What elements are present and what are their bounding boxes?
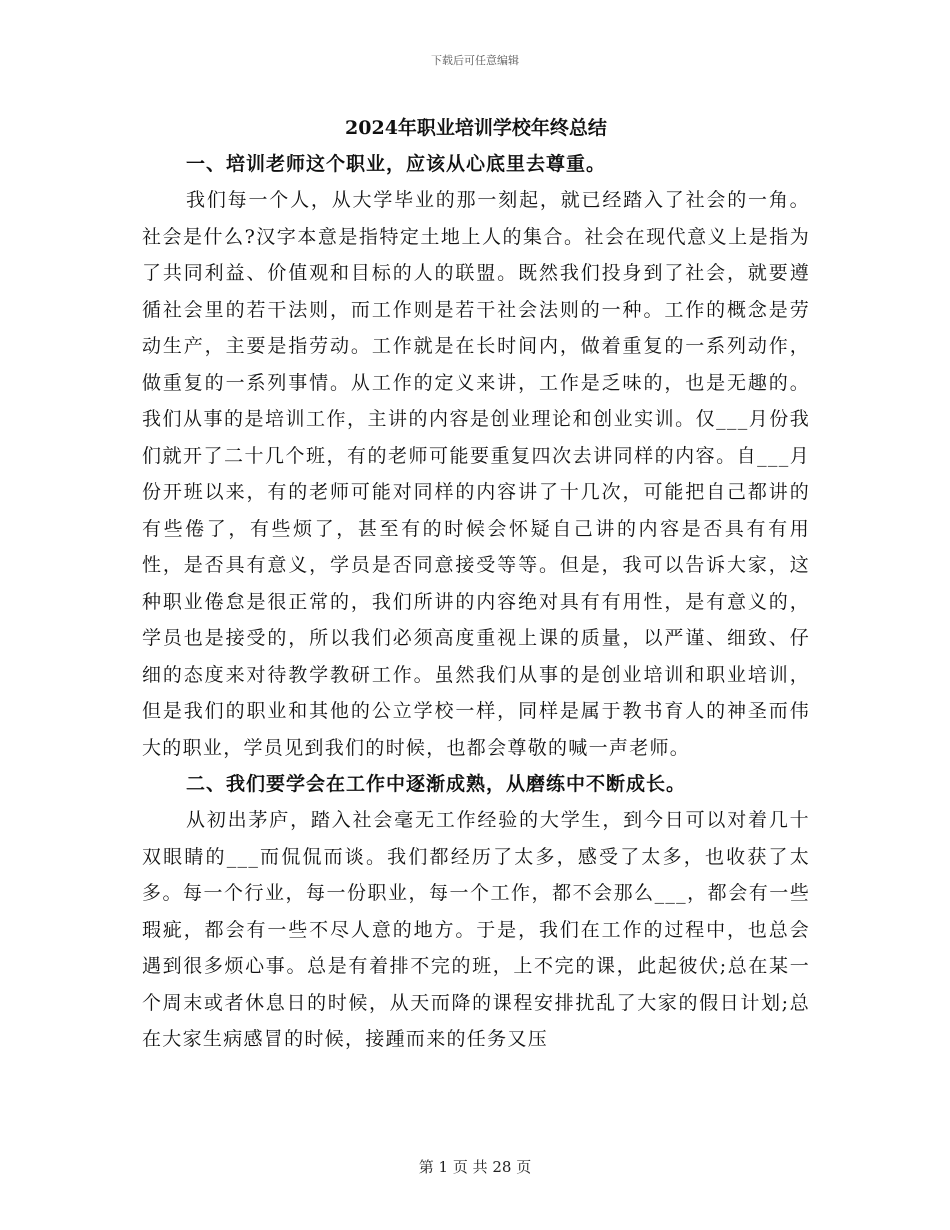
section-paragraph-1: 我们每一个人，从大学毕业的那一刻起，就已经踏入了社会的一角。社会是什么?汉字本意是指特定土地上人的集合。社会在现代意义上是指为了共同利益、价值观和目标的人的联盟。既然我们投身到了社会，就要遵循社会里的若干法则，而工作则是若干社会法则的一种。工作的概念是劳动生产，主要是指劳动。工作就是在长时间内，做着重复的一系列动作，做重复的一系列事情。从工作的定义来讲，工作是乏味的，也是无趣的。我们从事的是培训工作，主讲的内容是创业理论和创业实训。仅___月份我们就开了二十几个班，有的老师可能要重复四次去讲同样的内容。自___月份开班以来，有的老师可能对同样的内容讲了十几次，可能把自己都讲的有些倦了，有些烦了，甚至有的时候会怀疑自己讲的内容是否具有有用性，是否具有意义，学员是否同意接受等等。但是，我可以告诉大家，这种职业倦怠是很正常的，我们所讲的内容绝对具有有用性，是有意义的，学员也是接受的，所以我们必须高度重视上课的质量，以严谨、细致、仔细的态度来对待教学教研工作。虽然我们从事的是创业培训和职业培训，但是我们的职业和其他的公立学校一样，同样是属于教书育人的神圣而伟大的职业，学员见到我们的时候，也都会尊敬的喊一声老师。 [142, 189, 810, 759]
section-paragraph-2: 从初出茅庐，踏入社会毫无工作经验的大学生，到今日可以对着几十双眼睛的___而侃侃而谈。我们都经历了太多，感受了太多，也收获了太多。每一个行业，每一份职业，每一个工作，都不会那么___，都会有一些瑕疵，都会有一些不尽人意的地方。于是，我们在工作的过程中，也总会遇到很多烦心事。总是有着排不完的班，上不完的课，此起彼伏;总在某一个周末或者休息日的时候，从天而降的课程安排扰乱了大家的假日计划;总在大家生病感冒的时候，接踵而来的任务又压 [142, 809, 810, 1050]
page-header-note: 下载后可任意编辑 [431, 54, 519, 67]
document-body [142, 110, 810, 1058]
section-heading-2: 二、我们要学会在工作中逐渐成熟，从磨练中不断成长。 [186, 773, 687, 795]
document-title: 2024年职业培训学校年终总结 [345, 117, 607, 139]
page-number-footer: 第 1 页 共 28 页 [418, 1158, 532, 1176]
section-heading-1: 一、培训老师这个职业，应该从心底里去尊重。 [186, 153, 607, 175]
